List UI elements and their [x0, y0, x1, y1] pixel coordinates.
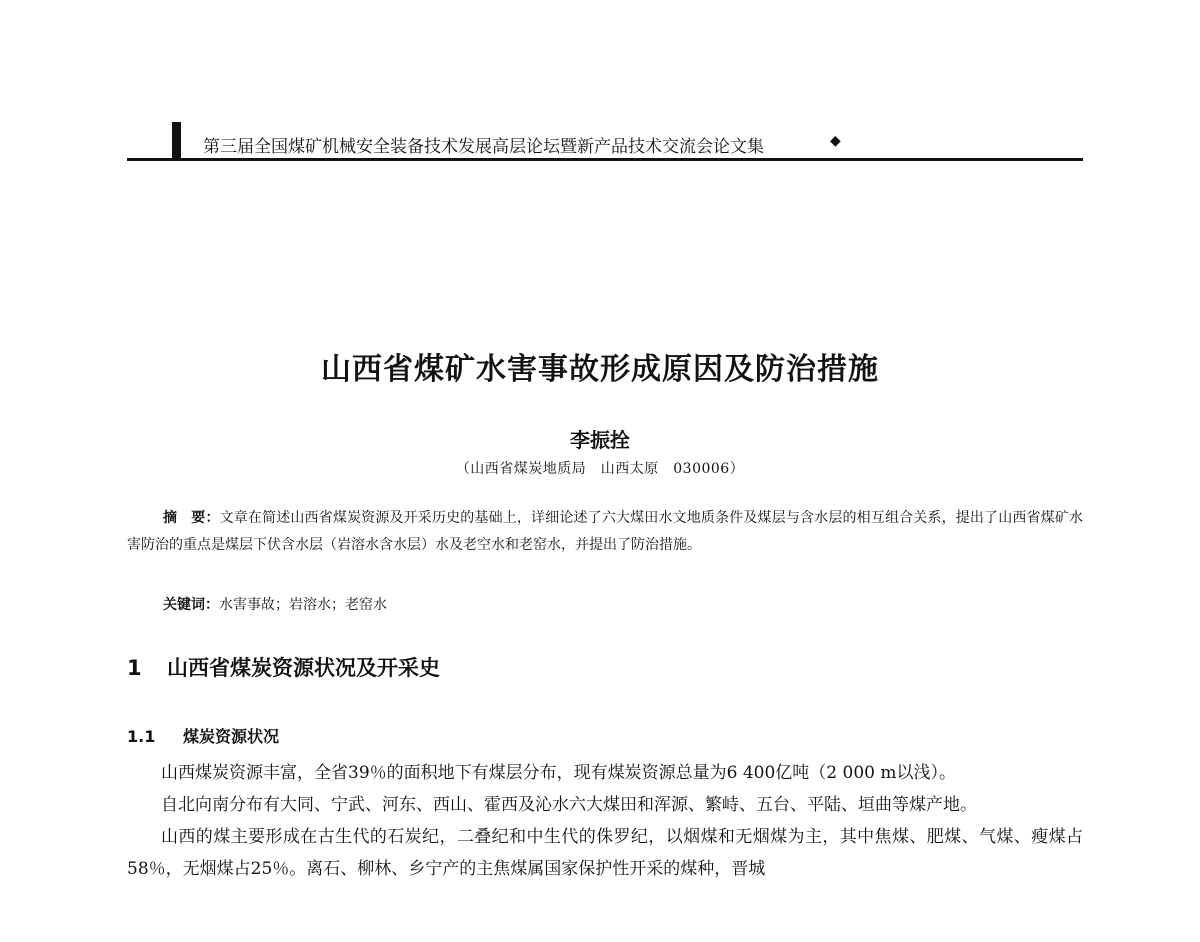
- section-title: 山西省煤炭资源状况及开采史: [167, 656, 440, 680]
- header-bar: [172, 122, 181, 158]
- subsection-title: 煤炭资源状况: [183, 727, 280, 746]
- keywords: [163, 594, 387, 614]
- paragraph: 山西煤炭资源丰富，全省39％的面积地下有煤层分布，现有煤炭资源总量为6 400亿吨（2 000 m以浅）。: [161, 763, 956, 783]
- paragraph: 山西的煤主要形成在古生代的石炭纪，二叠纪和中生代的侏罗纪，以烟煤和无烟煤为主，其中焦煤、肥煤、气煤、瘦煤占58％，无烟煤占25％。离石、柳林、乡宁产的主焦煤属国家保护性开采的煤种，晋城: [127, 827, 1083, 879]
- keywords-label: 关键词：: [163, 597, 219, 613]
- paragraph: 自北向南分布有大同、宁武、河东、西山、霍西及沁水六大煤田和浑源、繁峙、五台、平陆、垣曲等煤产地。: [161, 795, 977, 815]
- author-name: 李振拴: [570, 428, 630, 452]
- keywords-text: 水害事故；岩溶水；老窑水: [219, 597, 387, 613]
- section-heading-1: [127, 652, 440, 682]
- abstract-text: 文章在简述山西省煤炭资源及开采历史的基础上，详细论述了六大煤田水文地质条件及煤层与含水层的相互组合关系，提出了山西省煤矿水害防治的重点是煤层下伏含水层（岩溶水含水层）水及老空水和老窑水，并提出了防治措施。: [127, 510, 1083, 553]
- header-rule: [127, 158, 1083, 161]
- subsection-number: 1.1: [127, 727, 156, 746]
- section-number: 1: [127, 656, 142, 680]
- abstract: [127, 505, 1083, 559]
- diamond-icon: ◆: [830, 133, 841, 149]
- subsection-heading-1-1: [127, 724, 279, 747]
- abstract-label: 摘 要：: [163, 510, 220, 526]
- body-text: [127, 757, 1083, 885]
- paper-title: 山西省煤矿水害事故形成原因及防治措施: [321, 352, 879, 387]
- author-affiliation: （山西省煤炭地质局 山西太原 030006）: [455, 461, 745, 477]
- running-header: 第三届全国煤矿机械安全装备技术发展高层论坛暨新产品技术交流会论文集: [203, 137, 764, 157]
